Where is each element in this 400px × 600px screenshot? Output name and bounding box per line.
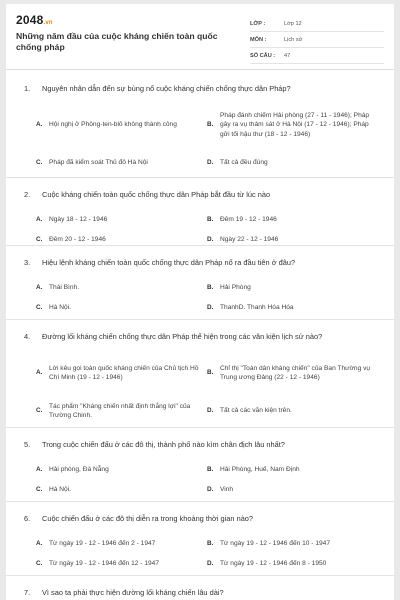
option-text: Hội nghị ở Phông-ten-blô không thành công [49,121,177,129]
option-text: Tất cả đều đúng [220,159,268,167]
option-c[interactable] [36,298,207,318]
brand-logo[interactable] [16,13,53,27]
question-item [6,320,394,428]
question-text [6,502,394,524]
option-b[interactable] [207,210,378,230]
question-item [6,70,394,178]
meta-row-subject [250,32,384,48]
option-c[interactable] [36,480,207,500]
option-c[interactable] [36,151,207,175]
option-letter: C. [36,560,43,568]
option-list [6,94,394,175]
option-letter: A. [36,466,43,474]
option-letter: D. [207,486,214,494]
option-text: Tác phẩm "Kháng chiến nhất định thắng lợi" của Trường Chinh. [49,402,191,419]
option-letter: B. [207,369,214,377]
option-text: Pháp đã kiểm soát Thủ đô Hà Nội [49,159,148,167]
question-text [6,320,394,342]
option-d[interactable] [207,298,378,318]
question-text [6,178,394,200]
option-letter: D. [207,236,214,244]
question-prompt: Hiệu lệnh kháng chiến toàn quốc chống thực dân Pháp nổ ra đầu tiên ở đâu? [42,258,296,267]
question-item [6,576,394,600]
option-letter: B. [207,540,214,548]
option-letter: C. [36,159,43,167]
option-a[interactable] [36,350,207,396]
option-text: Từ ngày 19 - 12 - 1946 đến 2 - 1947 [49,540,156,548]
option-b[interactable] [207,350,378,396]
quiz-sheet [6,4,394,600]
option-a[interactable] [36,534,207,554]
question-prompt: Trong cuộc chiến đấu ở các đô thị, thành phố nào kìm chân địch lâu nhất? [42,440,285,449]
meta-label: SỐ CÂU : [250,52,276,59]
question-prompt: Nguyên nhân dẫn đến sự bùng nổ cuộc kháng chiến chống thực dân Pháp? [42,84,291,93]
option-letter: A. [36,540,43,548]
option-letter: A. [36,284,43,292]
option-text: Hải Phòng [220,284,251,292]
question-text [6,428,394,450]
option-text: Hải Phòng, Huế, Nam Định [220,466,300,474]
option-b[interactable] [207,99,378,151]
option-list [6,200,394,250]
brand-name: 2048 [16,13,44,27]
question-text [6,70,394,94]
question-item [6,502,394,576]
option-text: Hải phòng, Đà Nẵng [49,466,109,474]
option-text: Hà Nội. [49,486,71,494]
question-number: 7. [24,588,31,597]
question-item [6,246,394,320]
question-number: 2. [24,190,31,199]
option-text: Từ ngày 19 - 12 - 1946 đến 8 - 1950 [220,560,327,568]
question-prompt: Cuộc kháng chiến toàn quốc chống thực dân Pháp bắt đầu từ lúc nào [42,190,271,199]
option-letter: B. [207,121,214,129]
option-letter: C. [36,486,43,494]
option-letter: D. [207,407,214,415]
question-number: 5. [24,440,31,449]
question-list [6,70,394,600]
option-letter: A. [36,216,43,224]
option-d[interactable] [207,230,378,250]
option-text: Lời kêu gọi toàn quốc kháng chiến của Chủ tịch Hồ Chí Minh (19 - 12 - 1946) [49,364,199,381]
option-d[interactable] [207,151,378,175]
quiz-meta [250,16,384,64]
question-number: 3. [24,258,31,267]
meta-value: 47 [284,52,291,59]
option-b[interactable] [207,460,378,480]
option-letter: B. [207,216,214,224]
question-prompt: Cuộc chiến đấu ở các đô thị diễn ra trong khoảng thời gian nào? [42,514,254,523]
option-letter: D. [207,560,214,568]
option-text: Tất cả các văn kiện trên. [220,407,292,415]
option-d[interactable] [207,480,378,500]
option-c[interactable] [36,396,207,426]
option-c[interactable] [36,554,207,574]
option-text: Ngày 22 - 12 - 1946 [220,236,279,244]
option-d[interactable] [207,396,378,426]
option-b[interactable] [207,534,378,554]
option-letter: C. [36,236,43,244]
option-text: Ngày 18 - 12 - 1946 [49,216,108,224]
option-text: Pháp đánh chiếm Hải phòng (27 - 11 - 1946); Pháp gây ra vụ thảm sát ở Hà Nội (17 - 12 - 1946); Pháp gửi tối hậu thư (18 - 12 - 1946) [220,111,370,138]
sheet-header [6,4,394,70]
option-text: ThanhD. Thanh Hóa Hóa [220,304,294,312]
option-text: Vinh [220,486,234,494]
option-letter: B. [207,284,214,292]
option-d[interactable] [207,554,378,574]
option-text: Đêm 19 - 12 - 1946 [220,216,277,224]
option-list [6,268,394,318]
option-list [6,450,394,500]
option-text: Đêm 20 - 12 - 1946 [49,236,106,244]
option-letter: C. [36,407,43,415]
option-a[interactable] [36,99,207,151]
brand-suffix: .vn [43,20,53,26]
meta-label: MÔN : [250,36,267,43]
meta-row-class [250,16,384,32]
option-a[interactable] [36,278,207,298]
option-a[interactable] [36,210,207,230]
question-item [6,178,394,246]
option-text: Từ ngày 19 - 12 - 1946 đến 12 - 1947 [49,560,159,568]
option-a[interactable] [36,460,207,480]
question-prompt: Vì sao ta phải thực hiện đường lối kháng chiến lâu dài? [42,588,224,597]
option-letter: D. [207,159,214,167]
question-prompt: Đường lối kháng chiến chống thực dân Pháp thể hiện trong các văn kiện lịch sử nào? [42,332,323,341]
question-number: 1. [24,84,31,93]
option-letter: A. [36,121,43,129]
quiz-title: Những năm đầu của cuộc kháng chiến toàn quốc chống pháp [16,31,218,52]
question-number: 4. [24,332,31,341]
meta-value: Lịch sử [284,36,303,43]
question-number: 6. [24,514,31,523]
option-text: Chỉ thị "Toàn dân kháng chiến" của Ban Thường vụ Trung ương Đảng (22 - 12 - 1946) [220,364,371,381]
meta-label: LỚP : [250,20,266,27]
option-letter: A. [36,369,43,377]
option-text: Hà Nội. [49,304,71,312]
question-text [6,576,394,598]
meta-row-count [250,48,384,64]
option-letter: C. [36,304,43,312]
option-list [6,524,394,574]
option-b[interactable] [207,278,378,298]
option-text: Từ ngày 19 - 12 - 1946 đến 10 - 1947 [220,540,330,548]
option-list [6,342,394,426]
question-item [6,428,394,502]
option-c[interactable] [36,230,207,250]
option-text: Thái Bình. [49,284,80,292]
option-letter: D. [207,304,214,312]
option-letter: B. [207,466,214,474]
meta-value: Lớp 12 [284,20,302,27]
